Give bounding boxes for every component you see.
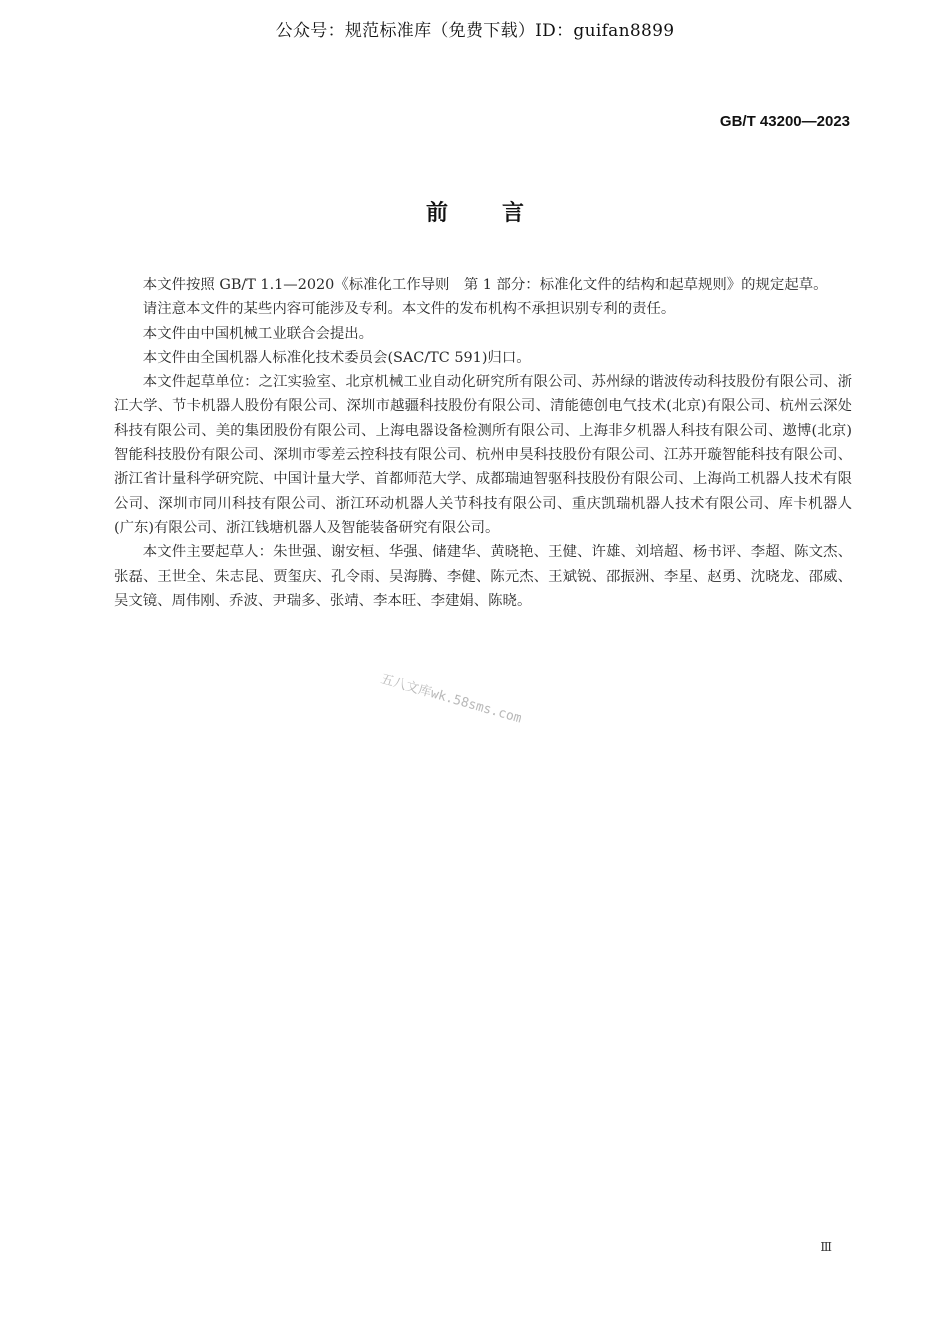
standard-number: GB/T 43200—2023 — [719, 113, 850, 130]
foreword-body — [114, 273, 852, 613]
watermark: 五八文库wk.58sms.com — [378, 671, 524, 727]
top-banner: 公众号：规范标准库（免费下载）ID：guifan8899 — [275, 21, 675, 41]
paragraph-centralized-by: 本文件由全国机器人标准化技术委员会(SAC/TC 591)归口。 — [142, 349, 531, 366]
paragraph-patent-notice: 请注意本文件的某些内容可能涉及专利。本文件的发布机构不承担识别专利的责任。 — [142, 301, 676, 318]
paragraph-drafting-units: 本文件起草单位：之江实验室、北京机械工业自动化研究所有限公司、苏州绿的谐波传动科技股份有限公司、浙江大学、节卡机器人股份有限公司、深圳市越疆科技股份有限公司、清能德创电气技术(北京)有限公司、杭州云深处科技有限公司、美的集团股份有限公司、上海电器设备检测所有限公司、上海非夕机器人科技有限公司、遨博(北京)智能科技股份有限公司、深圳市零差云控科技有限公司、杭州申昊科技股份有限公司、江苏开璇智能科技有限公司、浙江省计量科学研究院、中国计量大学、首都师范大学、成都瑞迪智驱科技股份有限公司、上海尚工机器人技术有限公司、深圳市同川科技有限公司、浙江环动机器人关节科技有限公司、重庆凯瑞机器人技术有限公司、库卡机器人(广东)有限公司、浙江钱塘机器人及智能装备研究有限公司。 — [114, 374, 852, 536]
page-number: Ⅲ — [820, 1240, 832, 1254]
paragraph-main-drafters: 本文件主要起草人：朱世强、谢安桓、华强、储建华、黄晓艳、王健、许雄、刘培超、杨书评、李超、陈文杰、张磊、王世全、朱志昆、贾玺庆、孔令雨、吴海腾、李健、陈元杰、王斌锐、邵振洲、李星、赵勇、沈晓龙、邵威、吴文镜、周伟刚、乔波、尹瑞多、张靖、李本旺、李建娟、陈晓。 — [114, 544, 852, 609]
paragraph-drafting-rules: 本文件按照 GB/T 1.1—2020《标准化工作导则 第 1 部分：标准化文件的结构和起草规则》的规定起草。 — [142, 277, 828, 293]
paragraph-proposed-by: 本文件由中国机械工业联合会提出。 — [142, 325, 374, 342]
page-title: 前言 — [425, 201, 578, 226]
